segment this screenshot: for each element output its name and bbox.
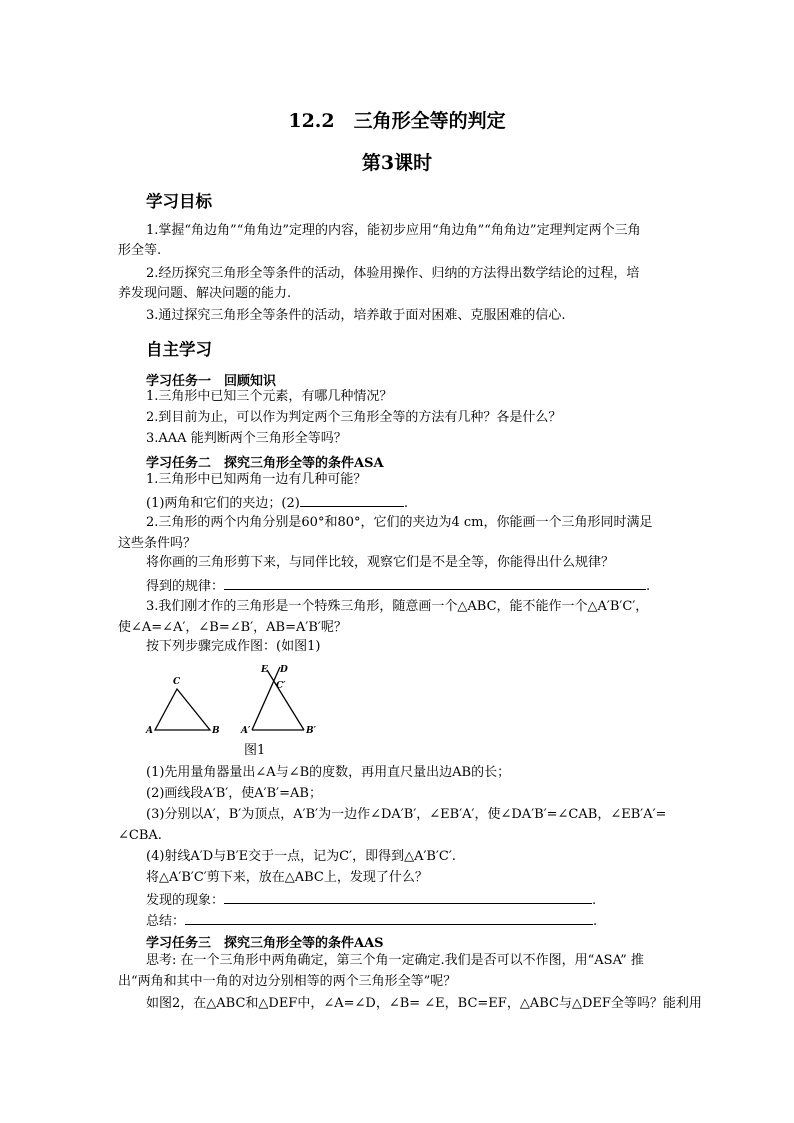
label-e: E [261, 665, 268, 675]
task-2-q3-line-2: 使∠A=∠A′，∠B=∠B′，AB=A′B′呢？ [118, 620, 347, 635]
page-subtitle: 第3课时 [361, 152, 433, 174]
task-2-title: 学习任务二 探究三角形全等的条件ASA [146, 456, 384, 471]
label-c-prime: C′ [276, 681, 286, 691]
task-2-rule: 得到的规律： . [146, 575, 650, 597]
page-title: 12.2 三角形全等的判定 [288, 110, 506, 132]
goal-2-line-2: 养发现问题、解决问题的能力. [118, 286, 292, 301]
task-3-think-line-1: 思考: 在一个三角形中两角确定，第三个角一定确定.我们是否可以不作图，用“ASA” 推 [146, 953, 644, 968]
task-2-q3-line-3: 按下列步骤完成作图：(如图1) [146, 639, 321, 654]
figure-1-caption: 图1 [244, 743, 266, 758]
answer-blank[interactable] [300, 492, 404, 507]
task-2-q2-line-2: 这些条件吗？ [118, 536, 197, 551]
phenomenon-line: 发现的现象： . [146, 889, 596, 911]
task-1-q3: 3.AAA 能判断两个三角形全等吗？ [146, 431, 347, 446]
task-1-title: 学习任务一 回顾知识 [146, 374, 277, 389]
goals-heading: 学习目标 [146, 192, 212, 211]
step-4: (4)射线A′D与B′E交于一点，记为C′，即得到△A′B′C′. [146, 849, 456, 864]
self-study-heading: 自主学习 [146, 340, 212, 359]
label-b-prime: B′ [306, 726, 316, 736]
goal-1-line-1: 1.掌握“角边角”“角角边”定理的内容，能初步应用“角边角”“角角边”定理判定两个三角 [146, 223, 641, 238]
label-d: D [280, 665, 288, 675]
rule-blank[interactable] [224, 575, 646, 590]
task-2-q2-line-3: 将你画的三角形剪下来，与同伴比较，观察它们是不是全等，你能得出什么规律？ [146, 555, 615, 570]
task-3-fig2-line: 如图2，在△ABC和△DEF中，∠A=∠D，∠B= ∠E，BC=EF，△ABC与△DEF全等吗？能利用 [146, 996, 702, 1011]
phenomenon-blank[interactable] [224, 889, 592, 904]
task-3-title: 学习任务三 探究三角形全等的条件AAS [146, 936, 384, 951]
task-1-q2: 2.到目前为止，可以作为判定两个三角形全等的方法有几种？各是什么？ [146, 410, 562, 425]
task-2-q1-answer: (1)两角和它们的夹边；(2) . [146, 492, 408, 514]
task-2-q2-line-1: 2.三角形的两个内角分别是60°和80°，它们的夹边为4 cm，你能画一个三角形同时满足 [146, 515, 653, 530]
triangle-apbpcp [240, 665, 317, 736]
summary-line: 总结： . [146, 910, 597, 932]
goal-2-line-1: 2.经历探究三角形全等条件的活动，体验用操作、归纳的方法得出数学结论的过程，培 [146, 266, 640, 281]
label-a-prime: A′ [241, 726, 251, 736]
label-a: A [146, 726, 153, 736]
summary-blank[interactable] [185, 910, 593, 925]
goal-1-line-2: 形全等. [118, 243, 162, 258]
step-1: (1)先用量角器量出∠A与∠B的度数，再用直尺量出边AB的长； [146, 765, 511, 780]
figure-1 [140, 660, 340, 740]
label-b: B [212, 726, 220, 736]
triangle-abc [145, 677, 220, 736]
step-3-line-2: ∠CBA. [118, 828, 162, 843]
step-2: (2)画线段A′B′，使A′B′=AB； [146, 786, 322, 801]
goal-3: 3.通过探究三角形全等条件的活动，培养敢于面对困难、克服困难的信心. [146, 308, 566, 323]
task-2-q3-line-1: 3.我们刚才作的三角形是一个特殊三角形，随意画一个△ABC，能不能作一个△A′B′C′， [146, 599, 649, 614]
label-c: C [173, 677, 181, 687]
task-2-q1: 1.三角形中已知两角一边有几种可能？ [146, 472, 367, 487]
step-3-line-1: (3)分别以A′，B′为顶点，A′B′为一边作∠DA′B′，∠EB′A′，使∠DA′B′=∠CAB，∠EB′A′= [146, 807, 667, 822]
cut-instruction: 将△A′B′C′剪下来，放在△ABC上，发现了什么？ [146, 870, 428, 885]
task-3-think-line-2: 出“两角和其中一角的对边分别相等的两个三角形全等”呢？ [118, 974, 457, 989]
task-1-q1: 1.三角形中已知三个元素，有哪几种情况？ [146, 389, 393, 404]
